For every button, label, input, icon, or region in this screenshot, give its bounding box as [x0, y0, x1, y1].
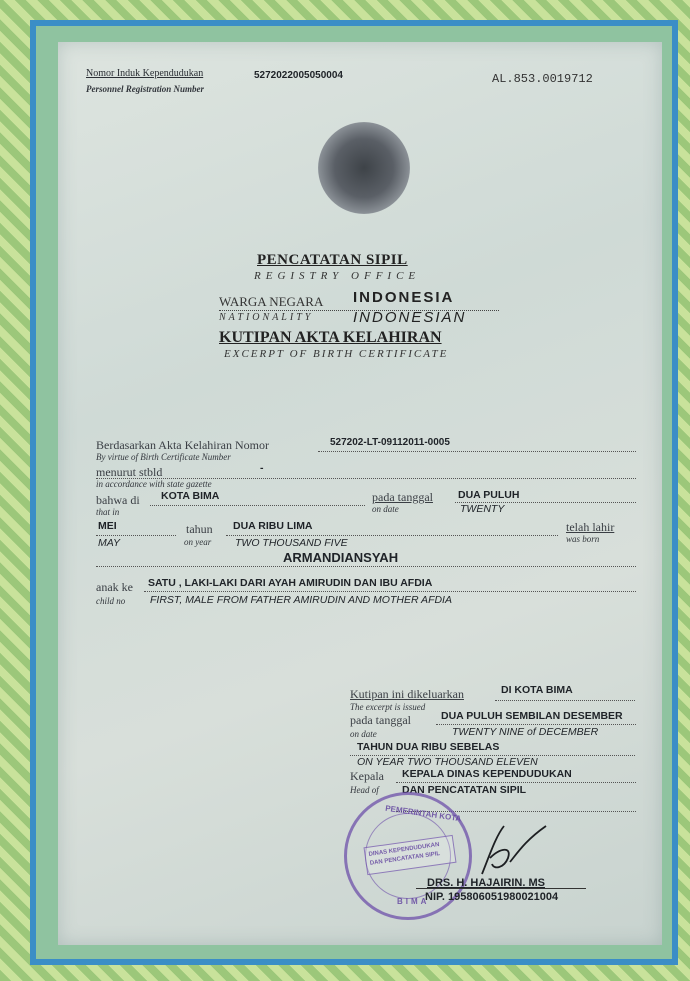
birth-day-value-en: TWENTY: [460, 503, 505, 515]
issue-year-value: TAHUN DUA RIBU SEBELAS: [357, 741, 500, 753]
document-title: KUTIPAN AKTA KELAHIRAN: [219, 329, 442, 346]
stbld-label-en: in accordance with state gazette: [96, 479, 212, 489]
head-label-en: Head of: [350, 785, 379, 795]
registry-title-en: REGISTRY OFFICE: [254, 270, 421, 282]
citizen-value: INDONESIA: [353, 289, 455, 306]
signature: [460, 818, 550, 880]
place-label-en: that in: [96, 507, 120, 517]
issue-date-value-en: TWENTY NINE of DECEMBER: [452, 726, 599, 738]
cert-number-label: Berdasarkan Akta Kelahiran Nomor: [96, 438, 269, 452]
citizen-label: WARGA NEGARA: [219, 294, 324, 309]
nik-label-en: Personnel Registration Number: [86, 84, 205, 94]
place-value: KOTA BIMA: [161, 490, 220, 502]
nationality-value: INDONESIAN: [353, 309, 467, 326]
nationality-label: NATIONALITY: [219, 312, 314, 323]
stamp-text-top: PEMERINTAH KOTA: [384, 803, 462, 824]
birth-year-label: tahun: [186, 522, 213, 536]
stamp-text-middle: DINAS KEPENDUDUKAN DAN PENCATATAN SIPIL: [368, 841, 441, 867]
birth-day-value: DUA PULUH: [458, 489, 520, 501]
nik-value: 5272022005050004: [254, 70, 343, 81]
nik-label: Nomor Induk Kependudukan: [86, 68, 204, 79]
birth-year-label-en: on year: [184, 537, 212, 547]
child-order-value-en: FIRST, MALE FROM FATHER AMIRUDIN AND MOTHER AFDIA: [150, 594, 452, 606]
child-order-label-en: child no: [96, 596, 126, 606]
issue-year-value-en: ON YEAR TWO THOUSAND ELEVEN: [357, 756, 538, 768]
stamp-text-bottom: BIMA: [397, 897, 430, 906]
document-title-en: EXCERPT OF BIRTH CERTIFICATE: [224, 348, 449, 360]
issued-label-en: The excerpt is issued: [350, 702, 426, 712]
child-name: ARMANDIANSYAH: [283, 550, 399, 565]
place-label: bahwa di: [96, 493, 140, 507]
head-value-line2: DAN PENCATATAN SIPIL: [402, 784, 527, 796]
stbld-value: -: [260, 462, 264, 474]
issue-date-label: pada tanggal: [350, 713, 411, 727]
signer-name: DRS. H. HAJAIRIN. MS: [427, 877, 545, 889]
head-value-line1: KEPALA DINAS KEPENDUDUKAN: [402, 768, 572, 780]
child-order-value: SATU , LAKI-LAKI DARI AYAH AMIRUDIN DAN IBU AFDIA: [148, 577, 433, 589]
birth-month-value: MEI: [98, 520, 117, 532]
stbld-label: menurut stbld: [96, 465, 163, 479]
serial-number: AL.853.0019712: [492, 72, 593, 86]
cert-number-value: 527202-LT-09112011-0005: [330, 437, 450, 448]
cert-number-label-en: By virtue of Birth Certificate Number: [96, 452, 231, 462]
birth-date-label: pada tanggal: [372, 490, 433, 504]
issue-date-label-en: on date: [350, 729, 377, 739]
born-label-en: was born: [566, 534, 600, 544]
born-label: telah lahir: [566, 520, 615, 534]
registry-title: PENCATATAN SIPIL: [257, 252, 408, 268]
garuda-emblem: [318, 122, 410, 214]
issued-place-value: DI KOTA BIMA: [501, 684, 573, 696]
signer-nip: NIP. 195806051980021004: [425, 891, 559, 903]
issue-date-value: DUA PULUH SEMBILAN DESEMBER: [441, 710, 623, 722]
head-label: Kepala: [350, 769, 384, 783]
birth-year-value: DUA RIBU LIMA: [233, 520, 313, 532]
birth-year-value-en: TWO THOUSAND FIVE: [235, 537, 348, 549]
birth-month-value-en: MAY: [98, 537, 120, 549]
child-order-label: anak ke: [96, 580, 133, 594]
birth-date-label-en: on date: [372, 504, 399, 514]
issued-label: Kutipan ini dikeluarkan: [350, 687, 464, 701]
